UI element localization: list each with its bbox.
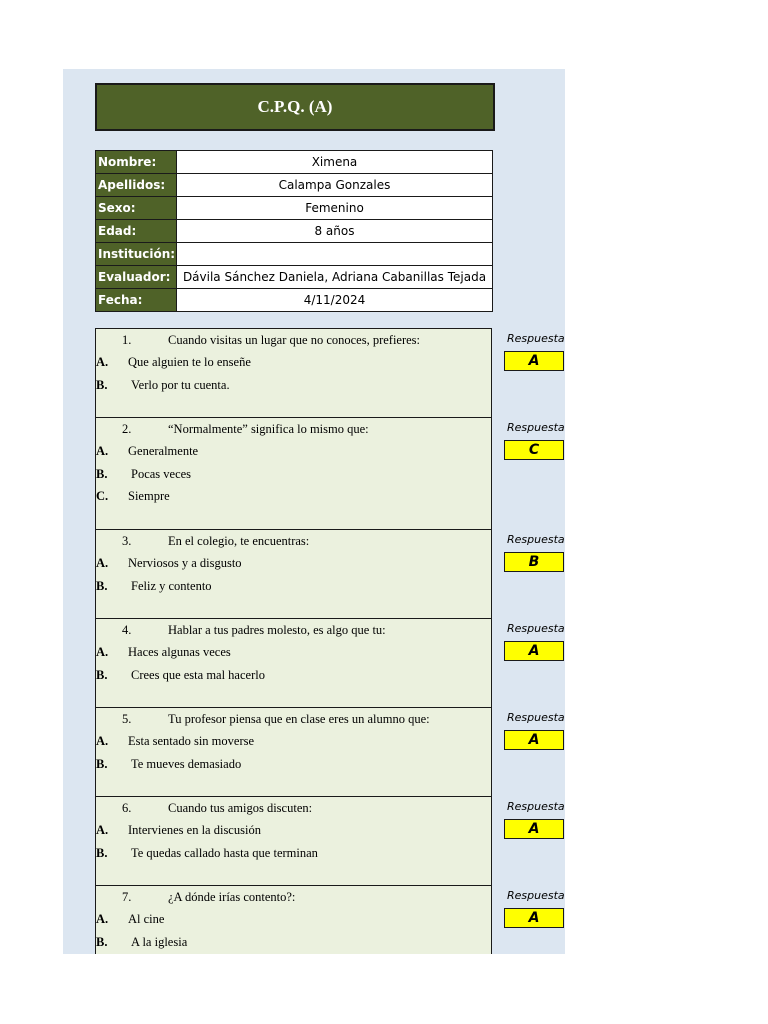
option-text: Haces algunas veces [128,645,231,659]
response-label: Respuesta [507,711,565,724]
option-text: Al cine [128,912,165,926]
info-label: Institución: [96,243,177,266]
response-answer-cell[interactable]: C [504,440,564,460]
option-text: Feliz y contento [131,578,212,593]
option-letter: A. [96,355,109,369]
info-label: Edad: [96,220,177,243]
info-value: Calampa Gonzales [177,174,493,197]
info-row [96,174,493,197]
info-row [96,151,493,174]
info-row [96,243,493,266]
option-letter: C. [96,489,109,503]
option-letter: B. [96,845,108,860]
response-answer-cell[interactable]: A [504,730,564,750]
response-label: Respuesta [507,889,565,902]
question-number: 3. [122,534,132,548]
option-letter: B. [96,667,108,682]
option-letter: A. [96,556,109,570]
response-label: Respuesta [507,533,565,546]
question-number: 2. [122,422,132,436]
option-text: Siempre [128,489,170,503]
option-text: Intervienes en la discusión [128,823,261,837]
question-number: 6. [122,801,132,815]
option-letter: A. [96,912,109,926]
response-label: Respuesta [507,421,565,434]
info-label: Apellidos: [96,174,177,197]
info-label: Sexo: [96,197,177,220]
response-answer-cell[interactable]: A [504,641,564,661]
option-text: Pocas veces [131,466,192,481]
info-row [96,266,493,289]
question-block [95,796,492,885]
option-letter: A. [96,734,109,748]
option-text: Esta sentado sin moverse [128,734,255,748]
page-title: C.P.Q. (A) [257,97,333,116]
option-letter: A. [96,645,109,659]
question-text: En el colegio, te encuentras: [168,534,310,548]
option-text: Generalmente [128,444,199,458]
question-block [95,707,492,796]
question-block [95,885,492,954]
option-text: A la iglesia [131,934,188,949]
question-text: Cuando tus amigos discuten: [168,801,313,815]
question-text: Hablar a tus padres molesto, es algo que tu: [168,623,386,637]
question-number: 5. [122,712,132,726]
worksheet [63,69,565,954]
question-text: ¿A dónde irías contento?: [168,890,296,904]
info-value [177,243,493,266]
option-letter: A. [96,823,109,837]
question-block [95,417,492,529]
question-block [95,529,492,618]
info-label: Nombre: [96,151,177,174]
option-letter: B. [96,756,108,771]
info-row [96,197,493,220]
option-letter: B. [96,578,108,593]
response-answer-cell[interactable]: A [504,908,564,928]
option-letter: B. [96,466,108,481]
info-row [96,289,493,312]
option-text: Te mueves demasiado [131,756,242,771]
info-value: Ximena [177,151,493,174]
option-text: Que alguien te lo enseñe [128,355,251,369]
option-text: Verlo por tu cuenta. [131,377,230,392]
response-answer-cell[interactable]: B [504,552,564,572]
question-number: 7. [122,890,132,904]
option-text: Te quedas callado hasta que terminan [131,845,318,860]
response-answer-cell[interactable]: A [504,819,564,839]
question-block [95,328,492,417]
info-value: Femenino [177,197,493,220]
option-text: Crees que esta mal hacerlo [131,667,265,682]
question-number: 1. [122,333,132,347]
info-table [95,150,493,312]
title-bar [95,83,495,131]
response-answer-cell[interactable]: A [504,351,564,371]
info-value: 8 años [177,220,493,243]
question-text: “Normalmente” significa lo mismo que: [168,422,369,436]
option-letter: B. [96,934,108,949]
response-label: Respuesta [507,622,565,635]
question-text: Cuando visitas un lugar que no conoces, prefieres: [168,333,421,347]
info-label: Evaluador: [96,266,177,289]
info-label: Fecha: [96,289,177,312]
question-block [95,618,492,707]
info-value: 4/11/2024 [177,289,493,312]
info-row [96,220,493,243]
question-number: 4. [122,623,132,637]
response-label: Respuesta [507,332,565,345]
response-label: Respuesta [507,800,565,813]
option-letter: B. [96,377,108,392]
option-letter: A. [96,444,109,458]
option-text: Nerviosos y a disgusto [128,556,242,570]
info-value: Dávila Sánchez Daniela, Adriana Cabanillas Tejada [177,266,493,289]
question-text: Tu profesor piensa que en clase eres un alumno que: [168,712,430,726]
